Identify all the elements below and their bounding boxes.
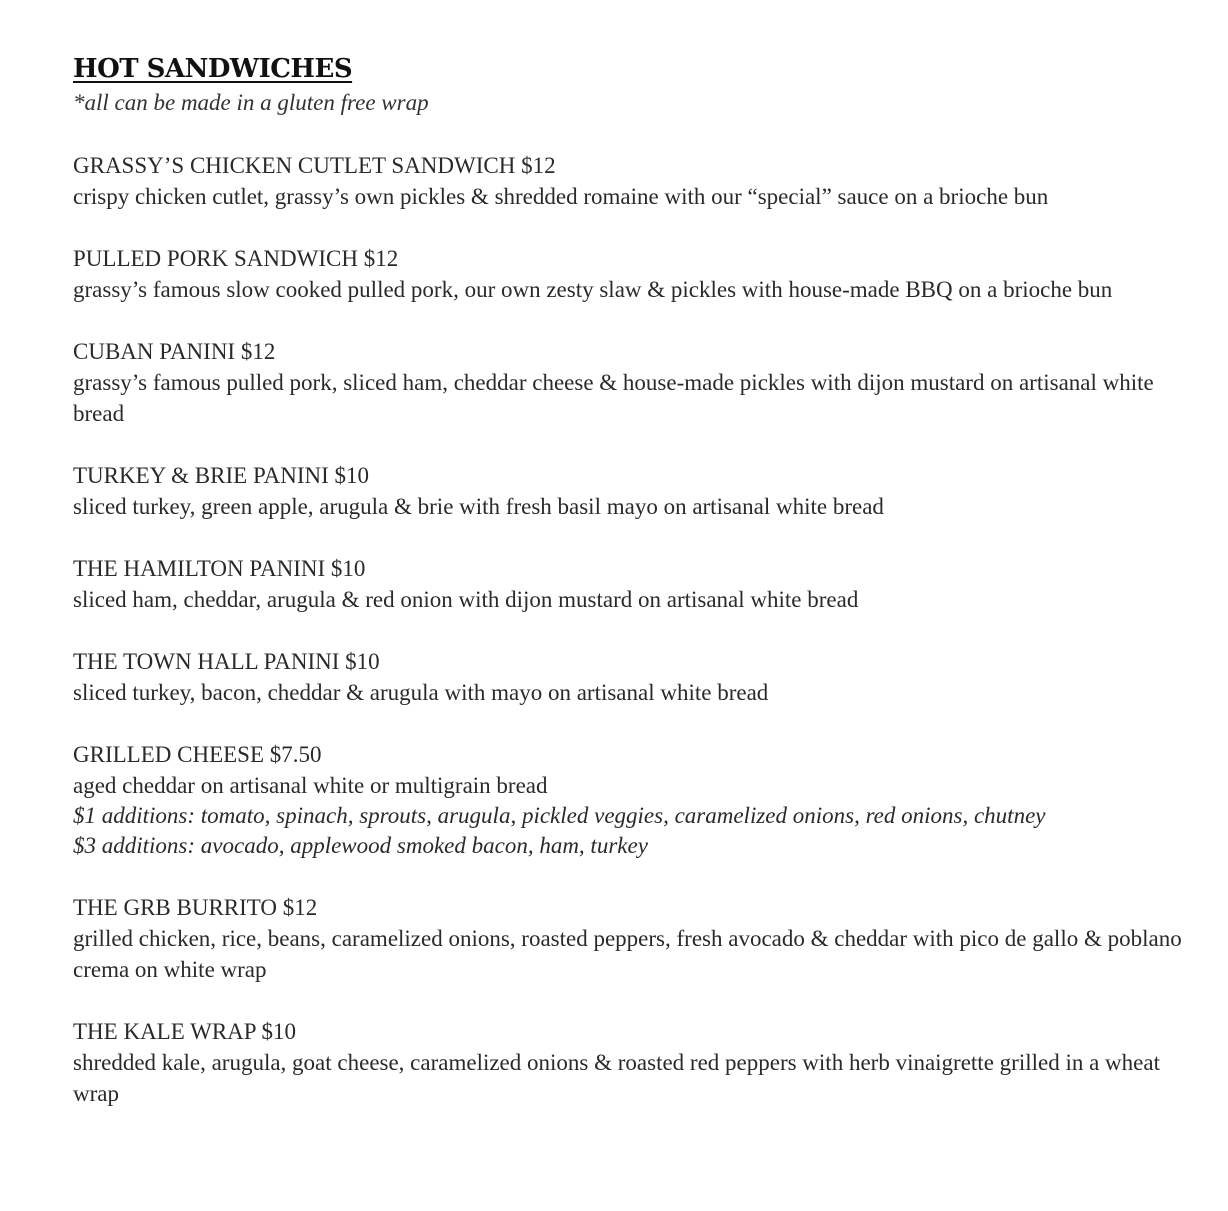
item-title: CUBAN PANINI $12 [73, 339, 276, 364]
menu-item-turkey-brie [73, 460, 1183, 522]
item-description: sliced turkey, bacon, cheddar & arugula with mayo on artisanal white bread [73, 680, 769, 705]
menu-item-grilled-cheese [73, 739, 1183, 861]
item-title: PULLED PORK SANDWICH $12 [73, 246, 399, 271]
menu-page [73, 50, 1183, 1140]
item-title: THE TOWN HALL PANINI $10 [73, 649, 380, 674]
one-dollar-additions: $1 additions: tomato, spinach, sprouts, arugula, pickled veggies, caramelized onions, red onions, chutney [73, 803, 1046, 828]
item-description: grilled chicken, rice, beans, caramelized onions, roasted peppers, fresh avocado & cheddar with pico de gallo & poblano crema on white wrap [73, 926, 1182, 982]
item-description: sliced ham, cheddar, arugula & red onion with dijon mustard on artisanal white bread [73, 587, 859, 612]
item-description: shredded kale, arugula, goat cheese, caramelized onions & roasted red peppers with herb vinaigrette grilled in a wheat wrap [73, 1050, 1160, 1106]
gluten-free-note: *all can be made in a gluten free wrap [73, 90, 429, 115]
menu-item-pulled-pork [73, 243, 1183, 305]
item-title: TURKEY & BRIE PANINI $10 [73, 463, 370, 488]
section-heading: HOT SANDWICHES [73, 54, 353, 84]
item-description: grassy’s famous slow cooked pulled pork, our own zesty slaw & pickles with house-made BBQ on a brioche bun [73, 277, 1113, 302]
menu-item-cuban-panini [73, 336, 1183, 429]
menu-item-grb-burrito [73, 892, 1183, 985]
item-title: GRILLED CHEESE $7.50 [73, 742, 322, 767]
three-dollar-additions: $3 additions: avocado, applewood smoked bacon, ham, turkey [73, 833, 648, 858]
item-title: THE KALE WRAP $10 [73, 1019, 296, 1044]
item-title: GRASSY’S CHICKEN CUTLET SANDWICH $12 [73, 153, 556, 178]
menu-item-town-hall-panini [73, 646, 1183, 708]
menu-item-kale-wrap [73, 1016, 1183, 1109]
item-description: grassy’s famous pulled pork, sliced ham, cheddar cheese & house-made pickles with dijon mustard on artisanal white bread [73, 370, 1154, 426]
item-description: sliced turkey, green apple, arugula & brie with fresh basil mayo on artisanal white bread [73, 494, 884, 519]
item-title: THE HAMILTON PANINI $10 [73, 556, 366, 581]
menu-item-chicken-cutlet [73, 150, 1183, 212]
item-description: crispy chicken cutlet, grassy’s own pickles & shredded romaine with our “special” sauce on a brioche bun [73, 184, 1049, 209]
menu-item-hamilton-panini [73, 553, 1183, 615]
item-description: aged cheddar on artisanal white or multigrain bread [73, 773, 548, 798]
item-title: THE GRB BURRITO $12 [73, 895, 318, 920]
